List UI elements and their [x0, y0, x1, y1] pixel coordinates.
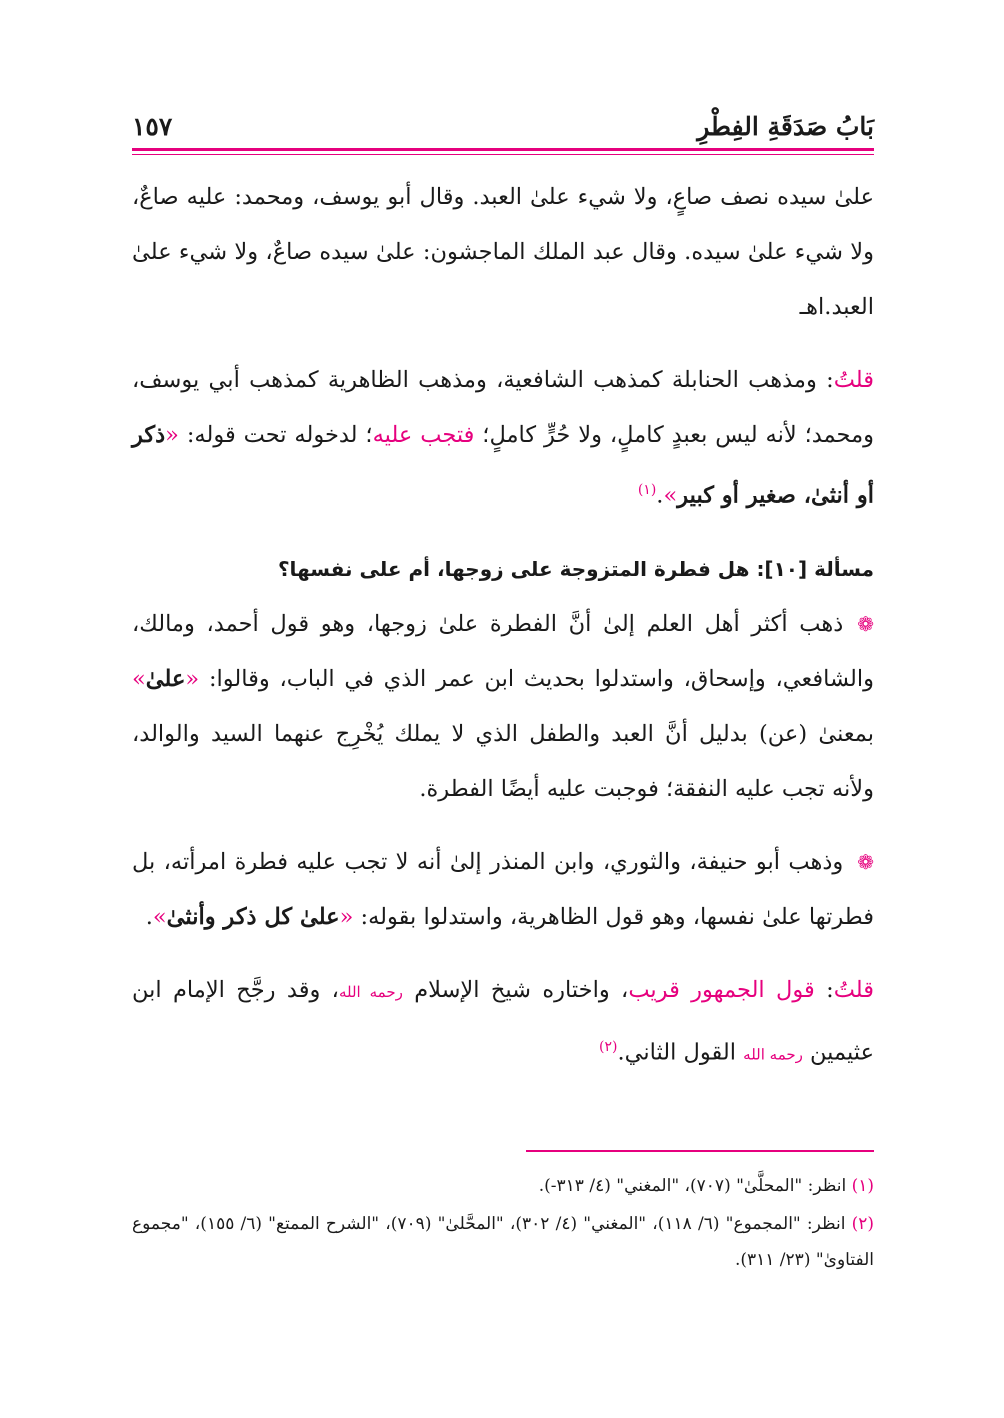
highlight-jumhur: قول الجمهور قريب — [628, 976, 815, 1003]
qultu-label: قلتُ — [833, 367, 874, 393]
paragraph-1 — [132, 170, 874, 335]
paragraph-4: ❁وذهب أبو حنيفة، والثوري، وابن المنذر إلىٰ أنه لا تجب عليه فطرة امرأته، بل فطرتها علىٰ نفسها، وهو قول الظاهرية، واستدلوا بقوله: «علىٰ كل ذكر وأنثىٰ». — [132, 835, 874, 945]
footnote-1: (١) انظر: "المحلَّىٰ" (٧٠٧)، "المغني" (٤/ ٣١٣-). — [538, 1176, 874, 1196]
honorific-glyph: رحمه الله — [743, 1045, 803, 1063]
header-rule-thick — [132, 148, 874, 151]
paragraph-2: قلتُ: ومذهب الحنابلة كمذهب الشافعية، ومذهب الظاهرية كمذهب أبي يوسف، ومحمد؛ لأنه ليس بعبدٍ كاملٍ، ولا حُرٍّ كاملٍ؛ فتجب عليه؛ لدخوله تحت قوله: «ذكر أو أنثىٰ، صغير أو كبير».$^{(١)}$ — [132, 367, 874, 509]
quote-ala: علىٰ — [145, 665, 186, 692]
header-rule-thin — [132, 154, 874, 155]
footnote-2: (٢) انظر: "المجموع" (٦/ ١١٨)، "المغني" (٤/ ٣٠٢)، "المحَّلىٰ" (٧٠٩)، "الشرح الممتع" (٦/ ١٥٥)، "مجموع الفتاوىٰ" (٢٣/ ٣١١). — [132, 1214, 874, 1270]
paragraph-5: قلتُ: قول الجمهور قريب، واختاره شيخ الإسلام رحمه الله، وقد رجَّح الإمام ابن عثيمين رحمه الله القول الثاني.$^{(٢)}$ — [132, 976, 875, 1065]
hadith-quote: ذكر أو أنثىٰ، صغير أو كبير — [132, 422, 874, 509]
paragraph-3: ❁ذهب أكثر أهل العلم إلىٰ أنَّ الفطرة علىٰ زوجها، وهو قول أحمد، ومالك، والشافعي، وإسحاق، واستدلوا بحديث ابن عمر الذي في الباب، وقالوا: «علىٰ» بمعنىٰ (عن) بدليل أنَّ العبد والطفل الذي لا يملك يُخْرِج عنهما السيد والوالد، ولأنه تجب عليه النفقة؛ فوجبت عليه أيضًا الفطرة. — [132, 597, 874, 817]
footnotes — [132, 1168, 874, 1280]
paragraph-1-text: علىٰ سيده نصف صاعٍ، ولا شيء علىٰ العبد. وقال أبو يوسف، ومحمد: عليه صاعٌ، ولا شيء علىٰ سيده. وقال عبد الملك الماجشون: علىٰ سيده صاعٌ، ولا شيء علىٰ العبد.اهـ — [132, 184, 874, 320]
main-text — [132, 170, 874, 1082]
highlight-ruling: فتجب عليه — [372, 422, 475, 448]
flower-bullet-icon: ❁ — [857, 849, 874, 874]
footnote-separator — [526, 1150, 874, 1152]
qultu-label: قلتُ — [833, 976, 875, 1003]
page-number: ١٥٧ — [132, 112, 173, 141]
footnote-ref-2[interactable]: (٢) — [599, 1038, 618, 1055]
masala-heading — [132, 542, 874, 597]
footnote-ref-1[interactable]: (١) — [637, 482, 657, 498]
honorific-glyph: رحمه الله — [338, 982, 403, 1001]
running-header — [132, 106, 874, 146]
quote-ala-kull: علىٰ كل ذكر وأنثىٰ — [166, 903, 340, 930]
chapter-title: بَابُ صَدَقَةِ الفِطْرِ — [697, 112, 874, 141]
flower-bullet-icon: ❁ — [857, 611, 874, 636]
masala-question: هل فطرة المتزوجة على زوجها، أم على نفسها؟ — [277, 556, 757, 581]
masala-label: مسألة [١٠]: — [756, 556, 874, 581]
